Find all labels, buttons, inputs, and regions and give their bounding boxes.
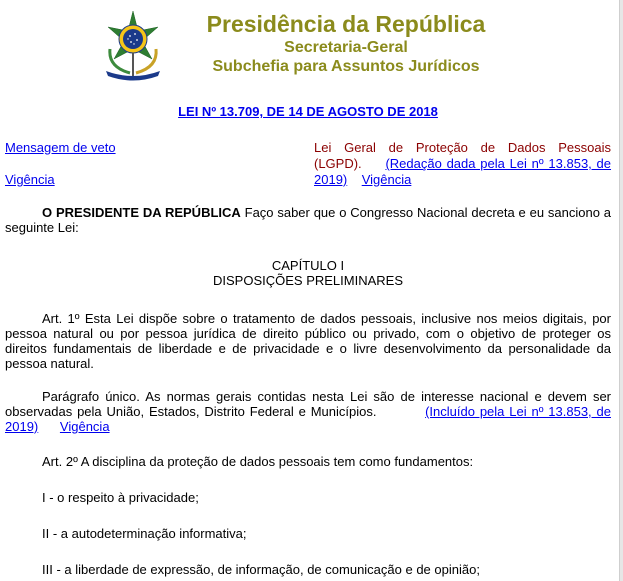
- chapter-number: CAPÍTULO I: [271, 258, 345, 273]
- vigencia-link[interactable]: Vigência: [5, 172, 55, 187]
- preamble-text: Faço saber que o Congresso Nacional decreta e eu sanciono a seguinte Lei:: [5, 205, 611, 235]
- article-1: Art. 1º Esta Lei dispõe sobre o tratamento de dados pessoais, inclusive nos meios digitais, por pessoa natural ou por pessoa jurídica de direito público ou privado, com o objetivo de proteger os direitos fundamentais de liberdade e de privacidade e o livre desenvolvimento da personalidade da pessoa natural.: [5, 311, 611, 371]
- chapter-name: DISPOSIÇÕES PRELIMINARES: [213, 273, 403, 288]
- brasao-republica-icon: [100, 9, 166, 81]
- page-header: [0, 0, 623, 92]
- veto-message-link[interactable]: Mensagem de veto: [5, 140, 116, 155]
- ementa: [314, 140, 611, 188]
- header-subtitle-secretaria: Secretaria-Geral: [284, 39, 408, 56]
- header-subtitle-subchefia: Subchefia para Assuntos Jurídicos: [212, 58, 480, 75]
- paragrafo-unico: [5, 389, 611, 434]
- preamble: [5, 205, 611, 235]
- paragrafo-unico-text: Parágrafo único. As normas gerais contidas nesta Lei são de interesse nacional e devem ser observadas pela União, Estados, Distrito Federal e Municípios.: [5, 389, 611, 419]
- article-2: Art. 2º A disciplina da proteção de dados pessoais tem como fundamentos:: [42, 454, 474, 469]
- header-titles: [170, 10, 522, 76]
- article-2-inciso-1: I - o respeito à privacidade;: [42, 490, 199, 505]
- paragrafo-unico-vigencia-link[interactable]: Vigência: [59, 419, 110, 434]
- scrollbar[interactable]: [619, 0, 623, 581]
- ementa-redacao-link[interactable]: (Redação dada pela Lei nº 13.853, de 2019): [314, 156, 612, 187]
- header-title: Presidência da República: [206, 11, 486, 37]
- article-2-inciso-3: III - a liberdade de expressão, de informação, de comunicação e de opinião;: [42, 562, 480, 577]
- paragrafo-unico-incluido-link[interactable]: (Incluído pela Lei nº 13.853, de 2019): [5, 404, 611, 434]
- law-title: [0, 104, 616, 119]
- ementa-text: Lei Geral de Proteção de Dados Pessoais (LGPD).: [314, 140, 611, 171]
- left-links: [5, 140, 205, 187]
- preamble-bold: O PRESIDENTE DA REPÚBLICA: [42, 205, 241, 220]
- law-body: [5, 205, 611, 577]
- law-title-link[interactable]: LEI Nº 13.709, DE 14 DE AGOSTO DE 2018: [178, 104, 438, 119]
- ementa-vigencia-link[interactable]: Vigência: [361, 172, 412, 187]
- article-2-inciso-2: II - a autodeterminação informativa;: [42, 526, 247, 541]
